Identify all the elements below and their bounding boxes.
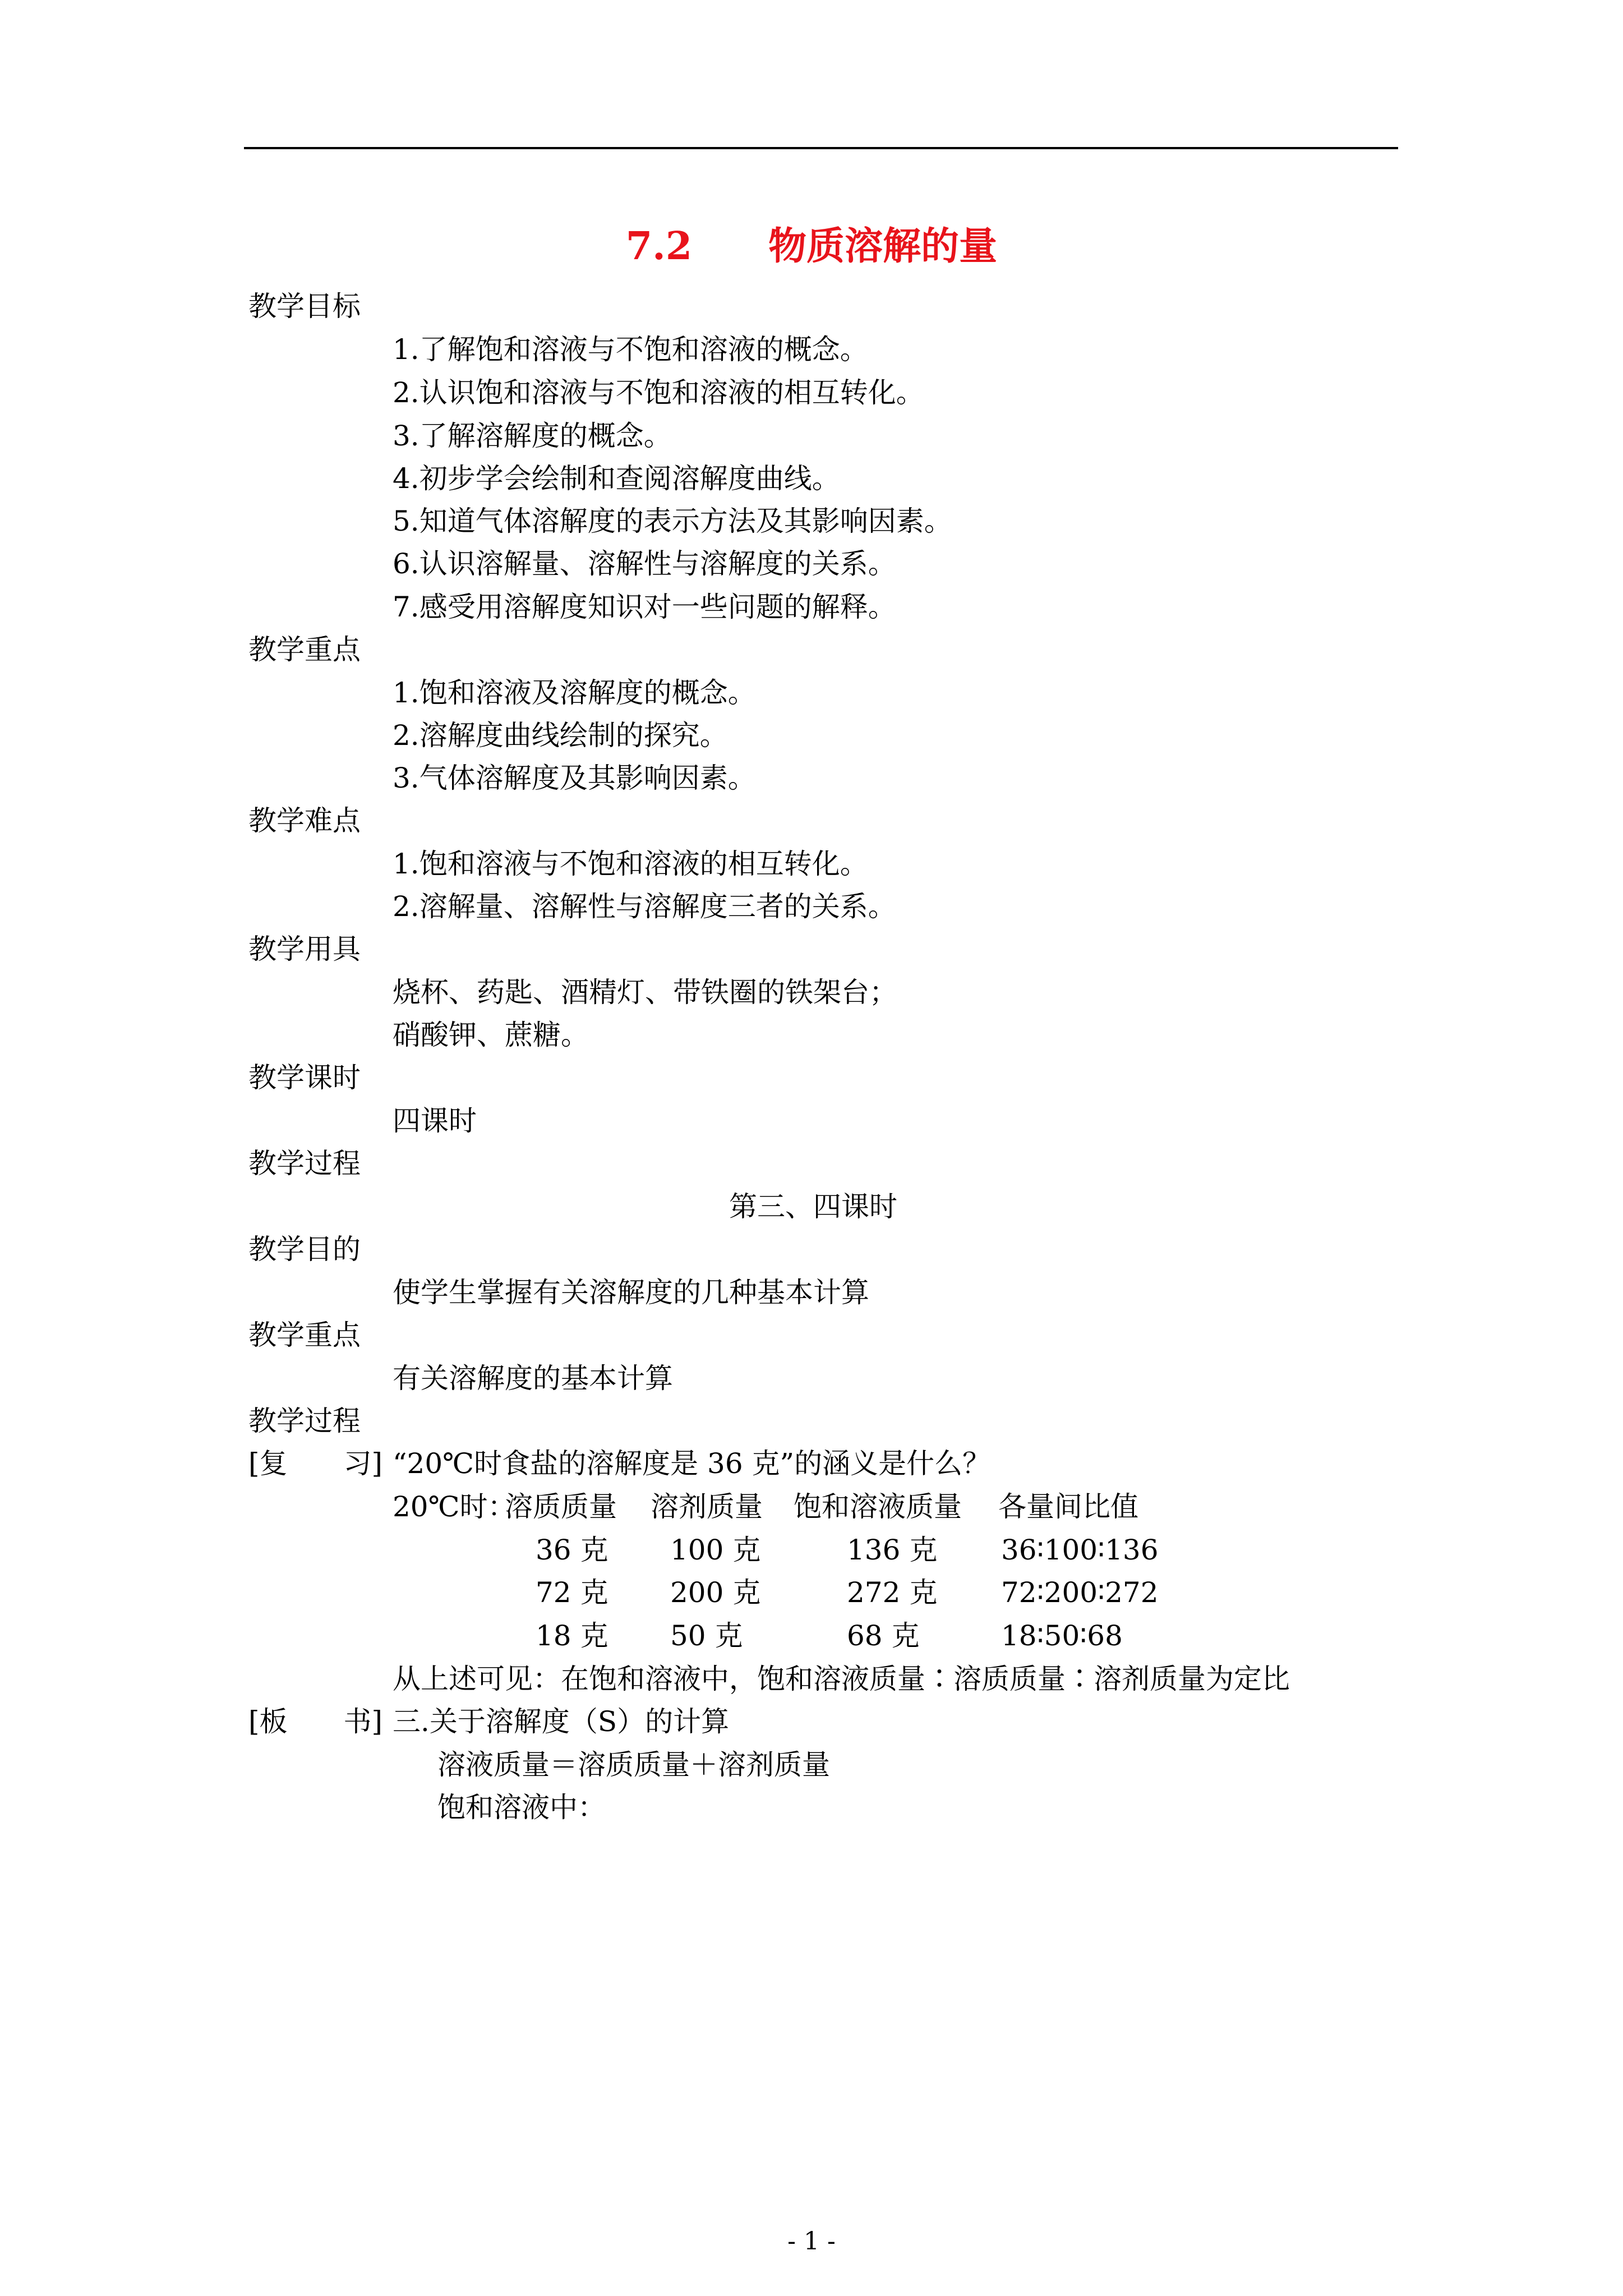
document-title: 7.2 物质溶解的量 xyxy=(625,224,998,269)
objective-item: 3.了解溶解度的概念。 xyxy=(393,420,672,452)
table-header-cell: 溶剂质量 xyxy=(651,1490,763,1523)
table-header-cell: 饱和溶液质量 xyxy=(794,1490,962,1523)
section-heading-objectives: 教学目标 xyxy=(248,290,361,323)
periods-value: 四课时 xyxy=(393,1105,477,1137)
process-subtitle: 第三、四课时 xyxy=(729,1190,897,1223)
table-cell: 18∶50∶68 xyxy=(1001,1619,1123,1652)
objective-item: 7.感受用溶解度知识对一些问题的解释。 xyxy=(393,591,896,623)
section-heading-process: 教学过程 xyxy=(248,1147,361,1180)
table-header-cell: 20℃时： xyxy=(393,1490,516,1523)
table-cell: 272 克 xyxy=(847,1576,938,1609)
review-tag: [复 习] xyxy=(248,1447,383,1480)
table-cell: 68 克 xyxy=(847,1619,920,1652)
header-rule xyxy=(244,147,1398,149)
purpose-value: 使学生掌握有关溶解度的几种基本计算 xyxy=(393,1276,869,1309)
table-cell: 72∶200∶272 xyxy=(1001,1576,1159,1609)
objective-item: 4.初步学会绘制和查阅溶解度曲线。 xyxy=(393,462,840,495)
difficulty-item: 1.饱和溶液与不饱和溶液的相互转化。 xyxy=(393,848,868,880)
page-number: - 1 - xyxy=(787,2227,836,2256)
objective-item: 5.知道气体溶解度的表示方法及其影响因素。 xyxy=(393,505,952,537)
section-heading-focus: 教学重点 xyxy=(248,1319,361,1351)
key-point-item: 2.溶解度曲线绘制的探究。 xyxy=(393,719,728,752)
table-cell: 100 克 xyxy=(670,1534,761,1566)
tools-item: 烧杯、药匙、酒精灯、带铁圈的铁架台； xyxy=(393,976,897,1009)
board-line: 溶液质量＝溶质质量＋溶剂质量 xyxy=(437,1749,830,1781)
table-cell: 36 克 xyxy=(536,1534,608,1566)
section-heading-process-2: 教学过程 xyxy=(248,1405,361,1437)
table-cell: 200 克 xyxy=(670,1576,761,1609)
table-cell: 72 克 xyxy=(536,1576,608,1609)
review-conclusion: 从上述可见：在饱和溶液中，饱和溶液质量∶溶质质量∶溶剂质量为定比 xyxy=(393,1663,1290,1695)
objective-item: 2.认识饱和溶液与不饱和溶液的相互转化。 xyxy=(393,376,924,409)
table-cell: 50 克 xyxy=(670,1619,743,1652)
board-line: 饱和溶液中： xyxy=(437,1791,606,1824)
focus-value: 有关溶解度的基本计算 xyxy=(393,1362,673,1395)
table-header-row xyxy=(393,1490,1346,1524)
key-point-item: 3.气体溶解度及其影响因素。 xyxy=(393,762,756,794)
key-point-item: 1.饱和溶液及溶解度的概念。 xyxy=(393,677,756,709)
difficulty-item: 2.溶解量、溶解性与溶解度三者的关系。 xyxy=(393,890,896,923)
tools-item: 硝酸钾、蔗糖。 xyxy=(393,1019,589,1051)
section-heading-tools: 教学用具 xyxy=(248,933,361,965)
table-row xyxy=(393,1619,1346,1653)
table-row xyxy=(393,1576,1346,1609)
table-cell: 18 克 xyxy=(536,1619,608,1652)
objective-item: 1.了解饱和溶液与不饱和溶液的概念。 xyxy=(393,333,868,366)
table-cell: 36∶100∶136 xyxy=(1001,1534,1159,1566)
section-heading-periods: 教学课时 xyxy=(248,1061,361,1094)
board-heading: 三.关于溶解度（S）的计算 xyxy=(393,1705,730,1738)
table-header-cell: 各量间比值 xyxy=(998,1490,1138,1523)
review-question: “20℃时食盐的溶解度是 36 克”的涵义是什么？ xyxy=(393,1447,991,1480)
objective-item: 6.认识溶解量、溶解性与溶解度的关系。 xyxy=(393,547,896,580)
board-tag: [板 书] xyxy=(248,1705,383,1738)
table-cell: 136 克 xyxy=(847,1534,938,1566)
section-heading-difficulties: 教学难点 xyxy=(248,804,361,837)
table-row xyxy=(393,1533,1346,1567)
section-heading-key-points: 教学重点 xyxy=(248,633,361,666)
table-header-cell: 溶质质量 xyxy=(505,1490,617,1523)
section-heading-purpose: 教学目的 xyxy=(248,1233,361,1266)
